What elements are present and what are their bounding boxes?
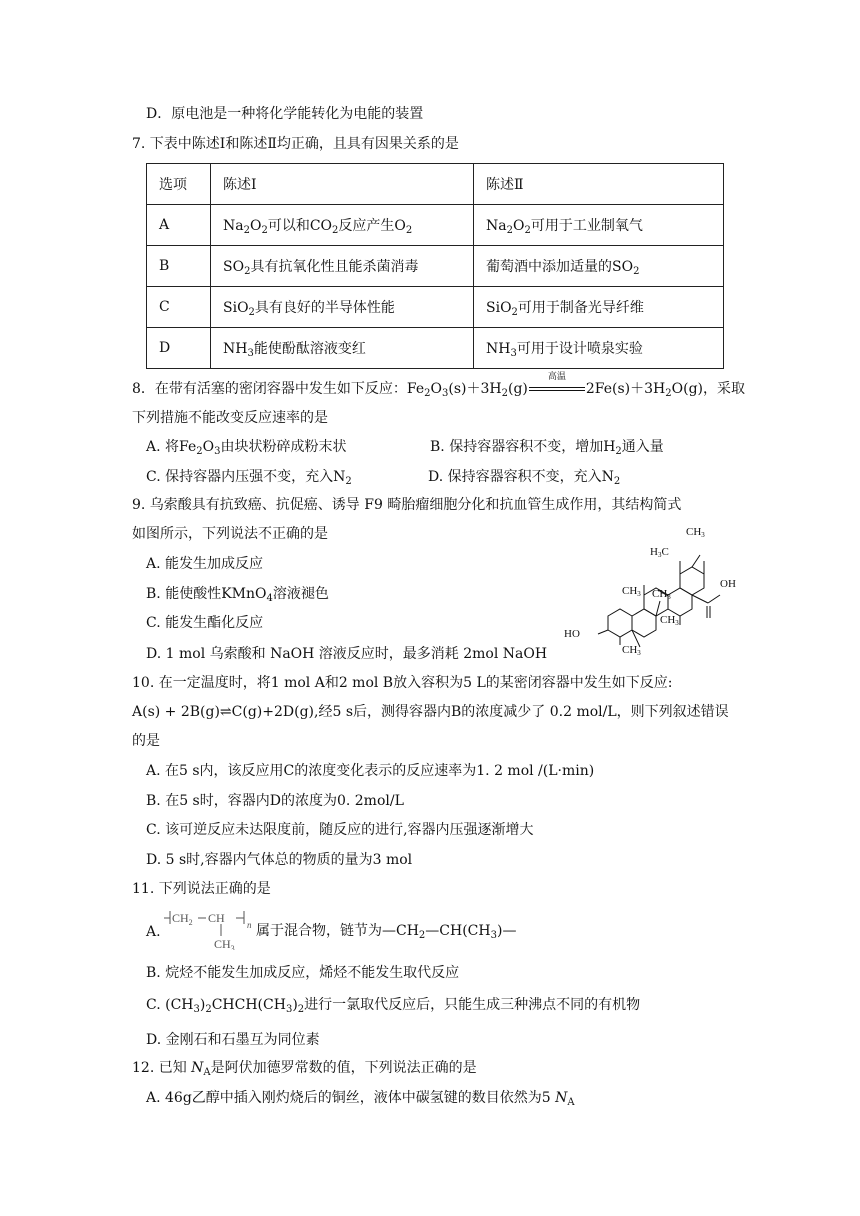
ring-d	[668, 588, 692, 616]
table-cell-option: D	[147, 328, 211, 369]
q9-stem: 9. 乌索酸具有抗致癌、抗促癌、诱导 F9 畸胎瘤细胞分化和抗血管生成作用，其结构简式	[132, 497, 682, 513]
q10-stem-line3: 的是	[132, 733, 160, 749]
ring-e	[680, 567, 704, 595]
struct-label-ch3-d: CH3	[652, 588, 671, 601]
struct-label-h3c: H3C	[650, 546, 669, 559]
q11-option-b: B. 烷烃不能发生加成反应，烯烃不能发生取代反应	[146, 965, 460, 981]
table-cell-statement1: $Na_2O_2$可以和$CO_2$反应产生$O_2$	[211, 205, 474, 246]
table-cell-option: C	[147, 287, 211, 328]
q8-option-c: C. 保持容器内压强不变，充入$N_2$	[146, 469, 352, 487]
q8-option-d: D. 保持容器容积不变，充入$N_2$	[428, 469, 621, 487]
poly-ch2: $CH_2$	[172, 911, 193, 927]
q8-option-a: A. 将$Fe_2O_3$由块状粉碎成粉末状	[146, 439, 347, 457]
struct-label-ch3-e: CH3	[660, 614, 679, 627]
q11-option-a: 属于混合物，链节为$—CH_2—CH(CH_3)—$	[256, 923, 517, 941]
struct-label-ch3-c: CH3	[622, 585, 641, 598]
table-row	[147, 328, 724, 369]
table-cell-option: A	[147, 205, 211, 246]
q8-stem-line2: 下列措施不能改变反应速率的是	[132, 410, 328, 426]
q12-stem: 12. 已知 $N_A$是阿伏加德罗常数的值，下列说法正确的是	[132, 1060, 477, 1078]
table-header-row	[147, 164, 724, 205]
q7-table	[146, 163, 724, 369]
ring-a	[608, 609, 632, 637]
struct-label-ho: HO	[564, 628, 580, 640]
table-cell-statement2: $NH_3$可用于设计喷泉实验	[474, 328, 724, 369]
table-row	[147, 246, 724, 287]
reaction-condition-arrow: 高温	[529, 382, 585, 396]
q9-option-a: A. 能发生加成反应	[146, 556, 264, 572]
table-cell-statement2: $Na_2O_2$可用于工业制氧气	[474, 205, 724, 246]
struct-label-oh: OH	[720, 578, 736, 590]
ursolic-acid-structure	[556, 521, 756, 661]
table-cell-statement1: $NH_3$能使酚酞溶液变红	[211, 328, 474, 369]
q10-option-c: C. 该可逆反应未达限度前，随反应的进行,容器内压强逐渐增大	[146, 822, 534, 838]
q6-option-d: D．原电池是一种将化学能转化为电能的装置	[146, 106, 424, 122]
table-cell-statement1: $SO_2$具有抗氧化性且能杀菌消毒	[211, 246, 474, 287]
q11-option-c: C. $(CH_3)_2CHCH(CH_3)_2$进行一氯取代反应后，只能生成三种沸点不同的有机物	[146, 997, 641, 1015]
table-header-cell: 陈述Ⅱ	[474, 164, 724, 205]
table-cell-statement2: 葡萄酒中添加适量的$SO_2$	[474, 246, 724, 287]
q10-option-b: B. 在5 s时，容器内D的浓度为0. 2mol/L	[146, 793, 404, 809]
ring-b	[632, 609, 656, 637]
q10-option-a: A. 在5 s内，该反应用C的浓度变化表示的反应速率为1. 2 mol /(L·min)	[146, 763, 595, 779]
q12-option-a: A. 46g乙醇中插入刚灼烧后的铜丝，液体中碳氢键的数目依然为5 $N_A$	[146, 1090, 575, 1108]
q9-stem-line2: 如图所示，下列说法不正确的是	[132, 526, 328, 542]
table-header-cell: 陈述Ⅰ	[211, 164, 474, 205]
q9-option-b: B. 能使酸性KMnO$_4$溶液褪色	[146, 586, 329, 604]
polypropylene-formula	[164, 904, 256, 950]
struct-label-ch3-bottom: CH3	[622, 644, 641, 657]
q10-stem: 10. 在一定温度时，将1 mol A和2 mol B放入容积为5 L的某密闭容器中发生如下反应:	[132, 675, 673, 691]
poly-n: n	[247, 920, 252, 930]
q11-stem: 11. 下列说法正确的是	[132, 881, 271, 897]
q9-option-c: C. 能发生酯化反应	[146, 615, 264, 631]
q10-option-d: D. 5 s时,容器内气体总的物质的量为3 mol	[146, 852, 413, 868]
table-cell-statement1: SiO$_2$具有良好的半导体性能	[211, 287, 474, 328]
q10-stem-line2: A(s) + 2B(g)⇌C(g)+2D(g),经5 s后，测得容器内B的浓度减少了 0.2 mol/L，则下列叙述错误	[132, 704, 729, 720]
q11-option-d: D. 金刚石和石墨互为同位素	[146, 1032, 320, 1048]
q8-stem: 8．在带有活塞的密闭容器中发生如下反应：$Fe_2O_3(s)+3H_2(g)$ 高温 $2Fe(s)+3H_2O(g)$，采取	[132, 372, 745, 399]
q11-option-a-label: A.	[146, 924, 161, 940]
q7-stem: 7. 下表中陈述Ⅰ和陈述Ⅱ均正确，且具有因果关系的是	[132, 136, 459, 152]
table-row	[147, 205, 724, 246]
poly-ch: CH	[208, 911, 225, 925]
poly-ch3: $CH_3$	[214, 937, 235, 950]
q8-option-b: B. 保持容器容积不变，增加$H_2$通入量	[430, 439, 664, 457]
table-header-cell: 选项	[147, 164, 211, 205]
struct-label-ch3-top: CH3	[686, 526, 705, 539]
q9-option-d: D. 1 mol 乌索酸和 NaOH 溶液反应时，最多消耗 2mol NaOH	[146, 646, 548, 662]
table-row	[147, 287, 724, 328]
table-cell-statement2: SiO$_2$可用于制备光导纤维	[474, 287, 724, 328]
table-cell-option: B	[147, 246, 211, 287]
